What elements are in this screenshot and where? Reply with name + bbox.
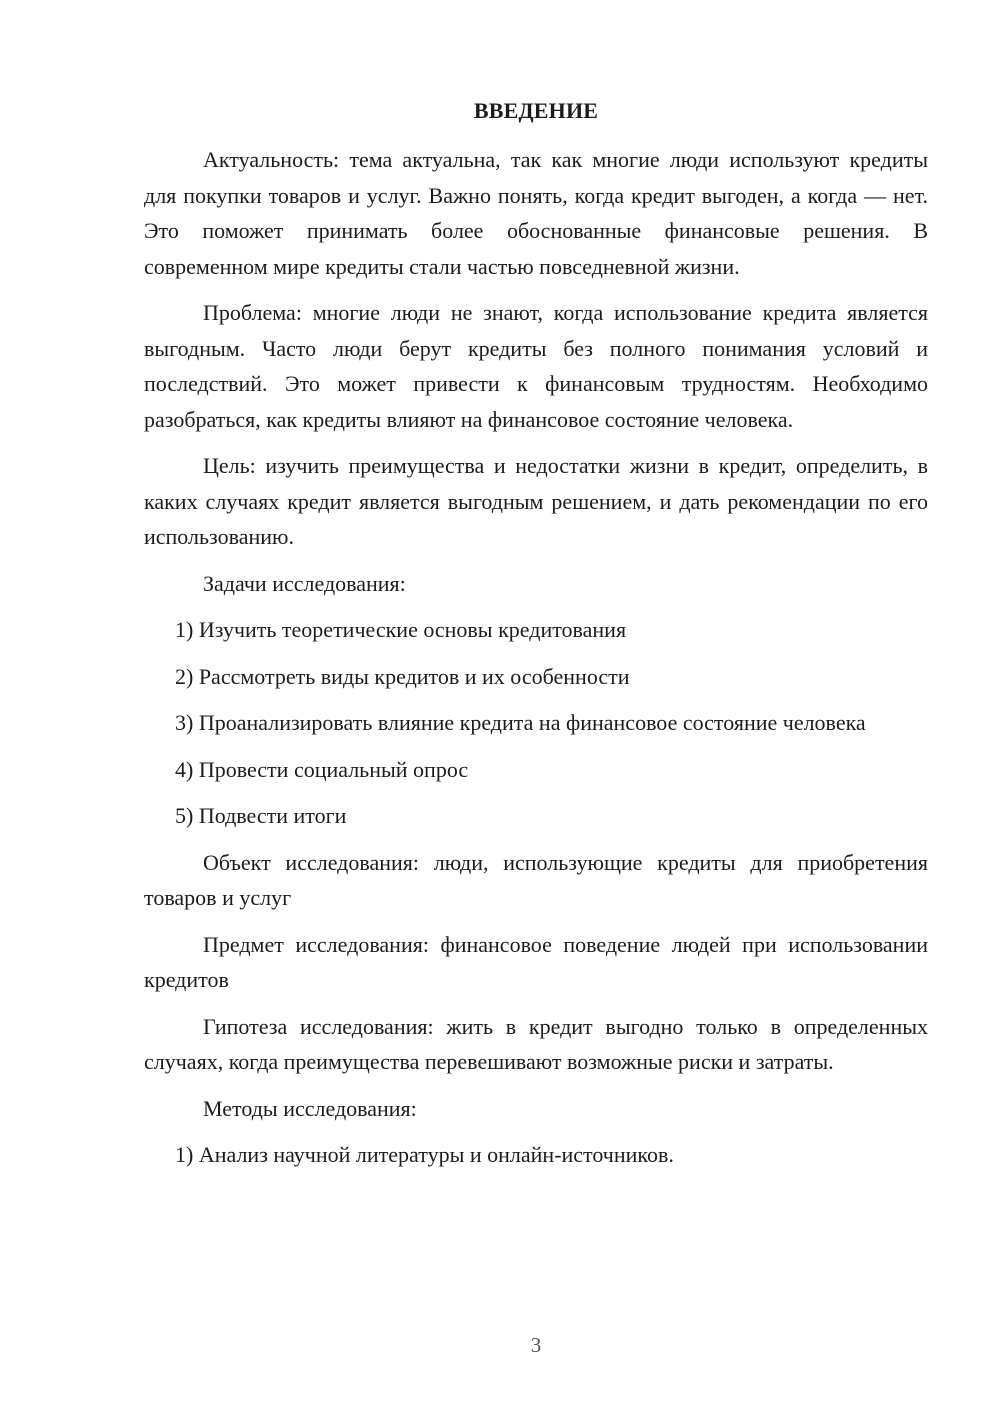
tasks-heading: Задачи исследования: (203, 570, 406, 596)
methods-heading: Методы исследования: (203, 1095, 417, 1121)
body-text (144, 142, 928, 1184)
paragraph-hypothesis: Гипотеза исследования: жить в кредит выгодно только в определенных случаях, когда преимущества перевешивают возможные риски и затраты. (144, 1013, 928, 1074)
paragraph-subject: Предмет исследования: финансовое поведение людей при использовании кредитов (144, 931, 928, 992)
section-title: ВВЕДЕНИЕ (473, 98, 599, 123)
task-item: 4) Провести социальный опрос (175, 756, 469, 782)
task-item: 2) Рассмотреть виды кредитов и их особенности (175, 663, 630, 689)
task-item: 3) Проанализировать влияние кредита на финансовое состояние человека (175, 710, 866, 735)
task-item: 1) Изучить теоретические основы кредитования (175, 617, 627, 642)
page-number: 3 (530, 1333, 542, 1357)
paragraph-relevance: Актуальность: тема актуальна, так как многие люди используют кредиты для покупки товаров и услуг. Важно понять, когда кредит выгоден, а когда — нет. Это поможет принимать более обоснованные финансовые решения. В современном мире кредиты стали частью повседневной жизни. (144, 147, 928, 279)
paragraph-object: Объект исследования: люди, использующие кредиты для приобретения товаров и услуг (144, 849, 928, 910)
task-item: 5) Подвести итоги (175, 803, 347, 828)
method-item: 1) Анализ научной литературы и онлайн-источников. (175, 1142, 674, 1167)
paragraph-goal: Цель: изучить преимущества и недостатки жизни в кредит, определить, в каких случаях кредит является выгодным решением, и дать рекомендации по его использованию. (144, 453, 928, 549)
paragraph-problem: Проблема: многие люди не знают, когда использование кредита является выгодным. Часто люди берут кредиты без полного понимания условий и последствий. Это может привести к финансовым трудностям. Необходимо разобраться, как кредиты влияют на финансовое состояние человека. (144, 300, 928, 432)
